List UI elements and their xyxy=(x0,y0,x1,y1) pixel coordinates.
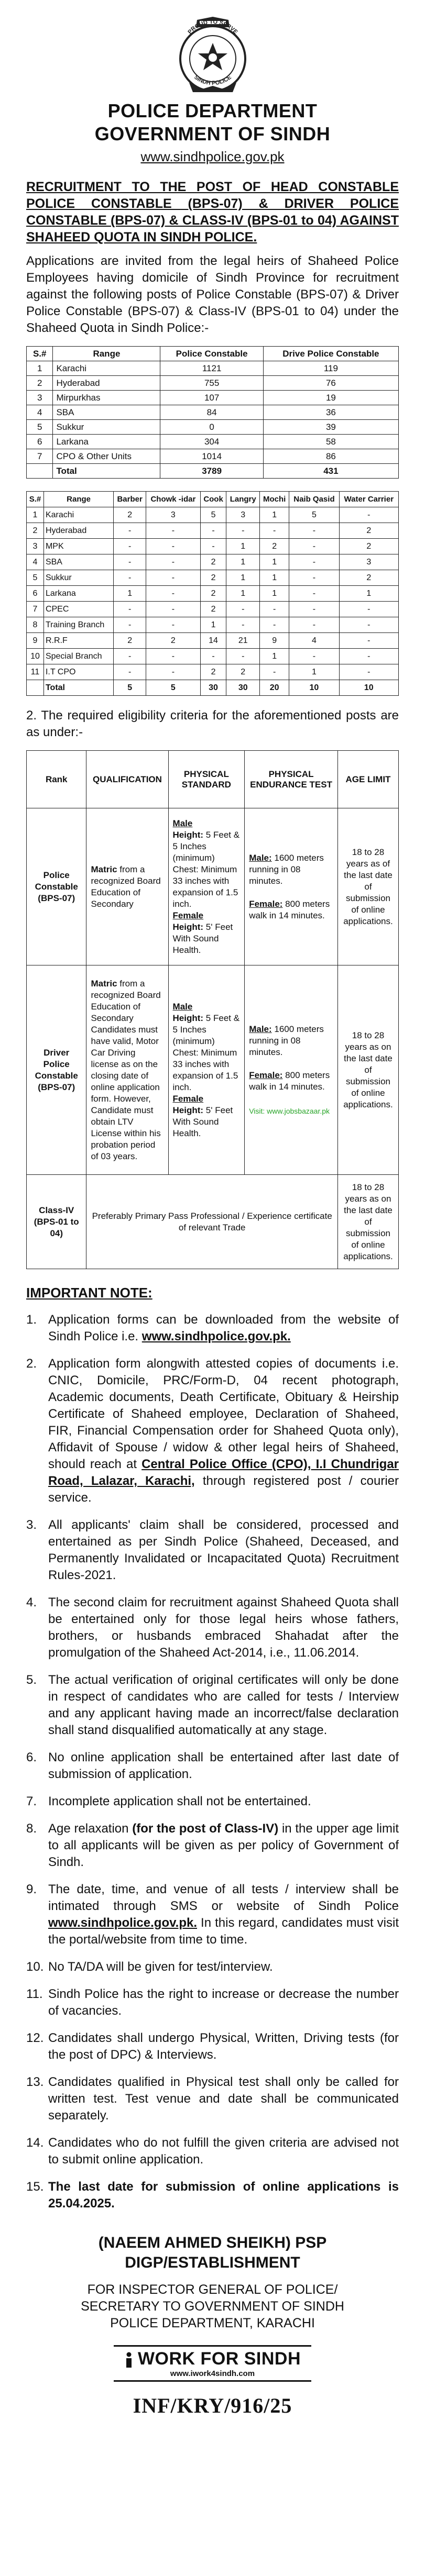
column-header: Range xyxy=(53,347,160,361)
table-row xyxy=(27,435,399,449)
table-cell: 0 xyxy=(160,420,263,435)
note-number: 9. xyxy=(26,1882,37,1896)
total-cell: 30 xyxy=(200,680,226,696)
table-cell: - xyxy=(339,617,398,633)
table-cell: Larkana xyxy=(53,435,160,449)
authority-lines: FOR INSPECTOR GENERAL OF POLICE/ SECRETARY TO GOVERNMENT OF SINDH POLICE DEPARTMENT, KARACHI xyxy=(81,2282,344,2330)
total-row xyxy=(27,680,399,696)
table-cell: 5 xyxy=(27,420,53,435)
note-text: The last date for submission of online applications is 25.04.2025. xyxy=(48,2180,399,2211)
note-item xyxy=(26,1793,399,1810)
rank-cell: Class-IV (BPS-01 to 04) xyxy=(27,1175,86,1269)
table-cell: - xyxy=(146,539,201,554)
physical-standard-cell: Male Height: 5 Feet & 5 Inches (minimum) Chest: Minimum 33 inches with expansion of 1.5 inch. Female Height: 5' Feet With Sound Health. xyxy=(168,965,245,1175)
table-cell: 2 xyxy=(226,664,260,680)
table-cell: - xyxy=(146,664,201,680)
table-cell: Special Branch xyxy=(43,649,113,664)
note-text: No online application shall be entertained after last date of submission of application. xyxy=(48,1750,399,1781)
table-cell: - xyxy=(114,649,146,664)
table-cell: - xyxy=(146,602,201,617)
table-cell: 3 xyxy=(146,507,201,523)
note-item xyxy=(26,1749,399,1783)
note-number: 7. xyxy=(26,1794,37,1808)
recruitment-heading: RECRUITMENT TO THE POST OF HEAD CONSTABLE POLICE CONSTABLE (BPS-07) & DRIVER POLICE CONSTABLE (BPS-07) & CLASS-IV (BPS-01 to 04) AGAINST SHAHEED QUOTA IN SINDH POLICE. xyxy=(26,180,399,245)
table-cell: - xyxy=(226,649,260,664)
table-cell: 14 xyxy=(200,633,226,649)
note-number: 12. xyxy=(26,2031,44,2045)
column-header: Mochi xyxy=(260,492,289,507)
table-row xyxy=(27,391,399,405)
table-cell: 2 xyxy=(200,554,226,570)
table-cell: 8 xyxy=(27,617,44,633)
table-cell: - xyxy=(260,523,289,539)
table-cell: 3 xyxy=(339,554,398,570)
table-cell: 1 xyxy=(339,586,398,602)
table-cell: 4 xyxy=(27,405,53,420)
note-number: 2. xyxy=(26,1357,37,1371)
important-note-heading: IMPORTANT NOTE: xyxy=(26,1285,152,1301)
table-cell: 2 xyxy=(27,376,53,391)
table-row xyxy=(27,554,399,570)
note-item xyxy=(26,1672,399,1739)
svg-text:SINDH POLICE xyxy=(193,74,233,87)
table-cell: 1 xyxy=(226,554,260,570)
eligibility-criteria-table xyxy=(26,750,399,1269)
total-cell: 10 xyxy=(289,680,339,696)
header-rank: Rank xyxy=(27,751,86,808)
table-row xyxy=(27,405,399,420)
table-cell: - xyxy=(114,554,146,570)
table-cell: 1 xyxy=(226,570,260,586)
note-item xyxy=(26,1356,399,1506)
note-number: 3. xyxy=(26,1518,37,1532)
table-cell: Sukkur xyxy=(53,420,160,435)
rank-cell: Police Constable (BPS-07) xyxy=(27,808,86,965)
table-cell: - xyxy=(200,523,226,539)
table-cell: 2 xyxy=(146,633,201,649)
title-line-1: POLICE DEPARTMENT xyxy=(107,100,318,121)
table-cell: 5 xyxy=(27,570,44,586)
table-cell: - xyxy=(339,649,398,664)
table-cell: - xyxy=(114,539,146,554)
table-row xyxy=(27,523,399,539)
table-cell: 2 xyxy=(260,539,289,554)
table-cell: - xyxy=(339,507,398,523)
total-cell: Total xyxy=(53,464,160,479)
table-row xyxy=(27,420,399,435)
table-cell: 1 xyxy=(260,554,289,570)
note-number: 1. xyxy=(26,1313,37,1327)
age-limit-cell: 18 to 28 years as of the last date of submission of online applications. xyxy=(337,808,398,965)
signatory-name: (NAEEM AHMED SHEIKH) PSP xyxy=(98,2234,327,2251)
department-title xyxy=(26,99,399,146)
title-line-2: GOVERNMENT OF SINDH xyxy=(94,123,331,145)
table-row xyxy=(27,449,399,464)
column-header: S.# xyxy=(27,492,44,507)
total-cell: 5 xyxy=(114,680,146,696)
note-text: Candidates who do not fulfill the given criteria are advised not to submit online application. xyxy=(48,2136,399,2167)
table-cell: - xyxy=(114,523,146,539)
table-cell: 1 xyxy=(260,649,289,664)
table-cell: - xyxy=(289,554,339,570)
note-text: Candidates qualified in Physical test shall only be called for written test. Test venue and date shall be communicated separately. xyxy=(48,2075,399,2123)
table-row xyxy=(27,649,399,664)
column-header: Range xyxy=(43,492,113,507)
preference-cell: Preferably Primary Pass Professional / Experience certificate of relevant Trade xyxy=(86,1175,338,1269)
column-header: Naib Qasid xyxy=(289,492,339,507)
table-cell: SBA xyxy=(53,405,160,420)
table-cell: 3 xyxy=(27,539,44,554)
note-text: Sindh Police has the right to increase or decrease the number of vacancies. xyxy=(48,1987,399,2018)
table-cell: 5 xyxy=(289,507,339,523)
table-cell: - xyxy=(226,523,260,539)
table-row xyxy=(27,539,399,554)
table-row xyxy=(27,633,399,649)
table-cell: - xyxy=(146,570,201,586)
work-for-sindh-logo xyxy=(26,2345,399,2382)
table-cell: - xyxy=(289,649,339,664)
table-cell: - xyxy=(114,617,146,633)
note-item xyxy=(26,1312,399,1345)
table-cell: 5 xyxy=(200,507,226,523)
table-cell: 21 xyxy=(226,633,260,649)
table-cell: 1 xyxy=(27,361,53,376)
note-item xyxy=(26,1959,399,1975)
table-cell: 2 xyxy=(200,664,226,680)
column-header: S.# xyxy=(27,347,53,361)
table-cell: R.R.F xyxy=(43,633,113,649)
table-cell: MPK xyxy=(43,539,113,554)
table-cell: - xyxy=(114,602,146,617)
criteria-row-class-iv xyxy=(27,1175,399,1269)
note-text: Incomplete application shall not be entertained. xyxy=(48,1794,311,1808)
table-cell: Sukkur xyxy=(43,570,113,586)
table-cell: - xyxy=(289,586,339,602)
table-cell: - xyxy=(260,602,289,617)
note-text: Application form alongwith attested copies of documents i.e. CNIC, Domicile, PRC/Form-D, 04 recent photograph, Academic documents, Death Certificate, Obituary & Heirship Certificate of Shaheed employee, Declaration of Shaheed, FIR, Financial Compensation order for Shaheed Quota only), Affidavit of Spouse / widow & other legal heirs of Shaheed, should reach at Central Police Office (CPO), I.I Chundrigar Road, Lalazar, Karachi, through registered post / courier service. xyxy=(48,1357,399,1505)
table-cell: 6 xyxy=(27,586,44,602)
note-text: Application forms can be downloaded from the website of Sindh Police i.e. www.sindhpolice.gov.pk. xyxy=(48,1313,399,1343)
column-header: Water Carrier xyxy=(339,492,398,507)
table-row xyxy=(27,602,399,617)
qualification-cell: Matric from a recognized Board Education of Secondary Candidates must have valid, Motor Car Driving license as on the closing date of online application form. However, Candidate must obtain LTV License within his probation period of 03 years. xyxy=(86,965,168,1175)
table-cell: 10 xyxy=(27,649,44,664)
total-cell: 5 xyxy=(146,680,201,696)
note-number: 13. xyxy=(26,2075,44,2089)
table-cell: 3 xyxy=(226,507,260,523)
table-row xyxy=(27,617,399,633)
table-cell: 2 xyxy=(339,539,398,554)
total-cell: Total xyxy=(43,680,113,696)
table-cell: 2 xyxy=(200,586,226,602)
table-cell: 76 xyxy=(263,376,398,391)
note-item xyxy=(26,1517,399,1584)
table-cell: Karachi xyxy=(43,507,113,523)
note-number: 10. xyxy=(26,1960,44,1974)
table-cell: - xyxy=(289,617,339,633)
header-physical-standard: PHYSICAL STANDARD xyxy=(168,751,245,808)
table-cell: - xyxy=(289,539,339,554)
note-item xyxy=(26,2074,399,2124)
table-cell: - xyxy=(289,602,339,617)
brand-url[interactable]: www.iwork4sindh.com xyxy=(170,2369,255,2378)
table-cell: I.T CPO xyxy=(43,664,113,680)
criteria-row-police-constable xyxy=(27,808,399,965)
note-number: 8. xyxy=(26,1822,37,1836)
total-cell: 20 xyxy=(260,680,289,696)
note-text: All applicants' claim shall be considered, processed and entertained as per Sindh Police (Shaheed, Deceased, and Permanently Invalidated or Incapacitated Quota) Recruitment Rules-2021. xyxy=(48,1518,399,1582)
table-cell: - xyxy=(146,586,201,602)
table-cell: 2 xyxy=(339,570,398,586)
table-cell: 19 xyxy=(263,391,398,405)
note-item xyxy=(26,1881,399,1948)
table-cell: 1121 xyxy=(160,361,263,376)
table-cell: 2 xyxy=(114,633,146,649)
table-cell: - xyxy=(260,617,289,633)
table-cell: 58 xyxy=(263,435,398,449)
table-cell: Karachi xyxy=(53,361,160,376)
class-iv-vacancies-table xyxy=(26,491,399,696)
reference-number: INF/KRY/916/25 xyxy=(133,2394,292,2417)
note-text: The second claim for recruitment against Shaheed Quota shall be entertained only for those legal heirs whose fathers, brothers, or husbands embraced Shahadat after the promulgation of the Shaheed Act-2014, i.e., 11.06.2014. xyxy=(48,1595,399,1660)
column-header: Cook xyxy=(200,492,226,507)
column-header: Langry xyxy=(226,492,260,507)
table-cell: 36 xyxy=(263,405,398,420)
note-item xyxy=(26,2179,399,2212)
signature-block xyxy=(26,2233,399,2331)
table-cell: 1 xyxy=(27,507,44,523)
qualification-cell: Matric from a recognized Board Education of Secondary xyxy=(86,808,168,965)
total-cell: 30 xyxy=(226,680,260,696)
table-cell: 2 xyxy=(200,602,226,617)
table-cell: 119 xyxy=(263,361,398,376)
criteria-paragraph: 2. The required eligibility criteria for the aforementioned posts are as under:- xyxy=(26,708,399,739)
table-cell: 755 xyxy=(160,376,263,391)
column-header: Barber xyxy=(114,492,146,507)
table-cell: 1 xyxy=(260,570,289,586)
table-cell: - xyxy=(114,664,146,680)
note-item xyxy=(26,2135,399,2168)
column-header: Police Constable xyxy=(160,347,263,361)
person-i-icon xyxy=(124,2352,134,2368)
rank-cell: Driver Police Constable (BPS-07) xyxy=(27,965,86,1175)
signatory-designation: DIGP/ESTABLISHMENT xyxy=(125,2254,300,2271)
table-cell: - xyxy=(226,602,260,617)
table-cell: 9 xyxy=(27,633,44,649)
table-cell: 304 xyxy=(160,435,263,449)
column-header: Chowk -idar xyxy=(146,492,201,507)
note-number: 15. xyxy=(26,2180,44,2194)
age-limit-cell: 18 to 28 years as on the last date of submission of online applications. xyxy=(337,965,398,1175)
table-cell: 84 xyxy=(160,405,263,420)
note-item xyxy=(26,1820,399,1871)
note-text: Age relaxation (for the post of Class-IV) in the upper age limit to all applicants will be given as per policy of Government of Sindh. xyxy=(48,1822,399,1869)
table-cell: 1 xyxy=(260,586,289,602)
header-age-limit: AGE LIMIT xyxy=(337,751,398,808)
table-row xyxy=(27,570,399,586)
table-cell: - xyxy=(200,539,226,554)
note-text: The date, time, and venue of all tests / interview shall be intimated through SMS or website of Sindh Police www.sindhpolice.gov.pk. In this regard, candidates must visit the portal/website from time to time. xyxy=(48,1882,399,1947)
header-endurance-test: PHYSICAL ENDURANCE TEST xyxy=(245,751,338,808)
brand-text: WORK FOR SINDH xyxy=(137,2349,301,2369)
table-cell: - xyxy=(200,649,226,664)
constable-vacancies-table xyxy=(26,346,399,479)
note-text: The actual verification of original certificates will only be done in respect of candidates who are called for tests / Interview and any applicant having made an incorrect/false declaration shall stand disqualified automatically at any stage. xyxy=(48,1673,399,1737)
total-cell xyxy=(27,464,53,479)
table-cell: - xyxy=(146,617,201,633)
table-cell: 1014 xyxy=(160,449,263,464)
emblem-bottom-text: SINDH POLICE xyxy=(192,74,233,87)
table-cell: Larkana xyxy=(43,586,113,602)
table-row xyxy=(27,361,399,376)
table-cell: 9 xyxy=(260,633,289,649)
website-link[interactable]: www.sindhpolice.gov.pk xyxy=(140,149,285,164)
table-cell: Hyderabad xyxy=(43,523,113,539)
table-cell: 6 xyxy=(27,435,53,449)
emblem-top-text: PROUD TO SERVE xyxy=(186,18,239,36)
table-cell: - xyxy=(260,664,289,680)
table-cell: 3 xyxy=(27,391,53,405)
table-cell: 1 xyxy=(114,586,146,602)
note-number: 11. xyxy=(26,1987,43,2001)
table-cell: Mirpurkhas xyxy=(53,391,160,405)
note-text: Candidates shall undergo Physical, Written, Driving tests (for the post of DPC) & Interviews. xyxy=(48,2031,399,2062)
important-notes-list xyxy=(26,1312,399,2212)
table-cell: 7 xyxy=(27,602,44,617)
table-cell: 4 xyxy=(289,633,339,649)
note-number: 14. xyxy=(26,2136,44,2150)
note-item xyxy=(26,1986,399,2019)
table-row xyxy=(27,586,399,602)
total-cell: 3789 xyxy=(160,464,263,479)
table-cell: 2 xyxy=(27,523,44,539)
age-limit-cell: 18 to 28 years as on the last date of submission of online applications. xyxy=(337,1175,398,1269)
table-cell: CPEC xyxy=(43,602,113,617)
table-cell: 86 xyxy=(263,449,398,464)
note-number: 4. xyxy=(26,1595,37,1609)
criteria-row-driver-constable xyxy=(27,965,399,1175)
table-cell: 1 xyxy=(260,507,289,523)
table-cell: 2 xyxy=(339,523,398,539)
table-cell: - xyxy=(226,617,260,633)
table-cell: 39 xyxy=(263,420,398,435)
column-header: Drive Police Constable xyxy=(263,347,398,361)
note-text: No TA/DA will be given for test/interview. xyxy=(48,1960,273,1974)
table-cell: Hyderabad xyxy=(53,376,160,391)
table-cell: 2 xyxy=(114,507,146,523)
table-cell: SBA xyxy=(43,554,113,570)
watermark-text: Visit: www.jobsbazaar.pk xyxy=(249,1106,330,1115)
table-cell: Training Branch xyxy=(43,617,113,633)
table-cell: 1 xyxy=(200,617,226,633)
note-number: 5. xyxy=(26,1673,37,1687)
table-cell: - xyxy=(339,633,398,649)
table-cell: 4 xyxy=(27,554,44,570)
total-cell xyxy=(27,680,44,696)
header-qualification: QUALIFICATION xyxy=(86,751,168,808)
table-cell: - xyxy=(114,570,146,586)
endurance-test-cell: Male: 1600 meters running in 08 minutes. Female: 800 meters walk in 14 minutes. Visit: www.jobsbazaar.pk xyxy=(245,965,338,1175)
intro-paragraph: Applications are invited from the legal heirs of Shaheed Police Employees having domicile of Sindh Province for recruitment against the following posts of Police Constable (BPS-07) & Driver Police Constable (BPS-07) & Class-IV (BPS-01 to 04) under the Shaheed Quota in Sindh Police:- xyxy=(26,254,399,335)
table-cell: - xyxy=(146,523,201,539)
note-item xyxy=(26,2030,399,2063)
table-cell: 1 xyxy=(226,586,260,602)
table-cell: - xyxy=(339,602,398,617)
table-cell: 2 xyxy=(200,570,226,586)
table-cell: - xyxy=(289,570,339,586)
sindh-police-emblem xyxy=(171,16,255,94)
table-cell: 7 xyxy=(27,449,53,464)
table-cell: - xyxy=(339,664,398,680)
total-cell: 431 xyxy=(263,464,398,479)
table-cell: 1 xyxy=(289,664,339,680)
table-cell: 107 xyxy=(160,391,263,405)
table-row xyxy=(27,507,399,523)
table-cell: 11 xyxy=(27,664,44,680)
physical-standard-cell: Male Height: 5 Feet & 5 Inches (minimum) Chest: Minimum 33 inches with expansion of 1.5 inch. Female Height: 5' Feet With Sound Health. xyxy=(168,808,245,965)
note-number: 6. xyxy=(26,1750,37,1764)
table-cell: 1 xyxy=(226,539,260,554)
table-row xyxy=(27,664,399,680)
table-cell: CPO & Other Units xyxy=(53,449,160,464)
table-row xyxy=(27,376,399,391)
table-cell: - xyxy=(146,649,201,664)
endurance-test-cell: Male: 1600 meters running in 08 minutes. Female: 800 meters walk in 14 minutes. xyxy=(245,808,338,965)
total-cell: 10 xyxy=(339,680,398,696)
table-cell: - xyxy=(146,554,201,570)
table-cell: - xyxy=(289,523,339,539)
note-item xyxy=(26,1594,399,1661)
total-row xyxy=(27,464,399,479)
